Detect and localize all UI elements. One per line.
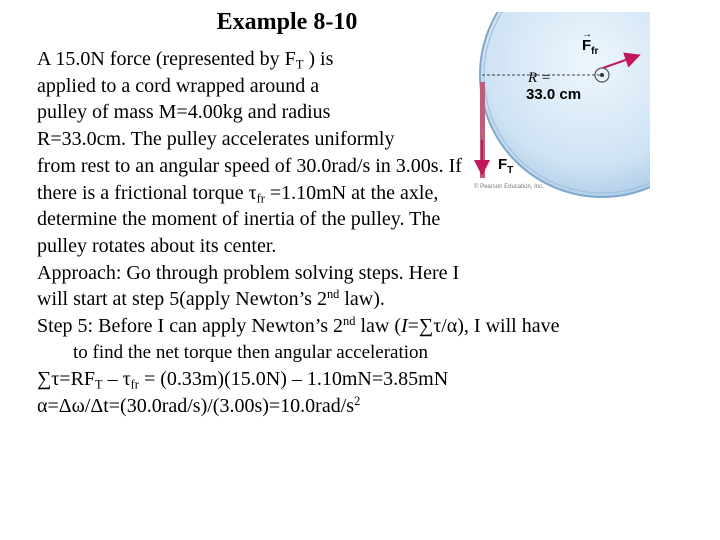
problem-line-8: pulley rotates about its center. <box>37 234 277 257</box>
friction-force-label: $F_{fr}$ <box>582 37 599 57</box>
applied-force-label: $F_T$ <box>498 156 514 176</box>
step5-line-1: Step 5: Before I can apply Newton’s 2nd law (I=∑τ/α), I will have <box>37 314 560 338</box>
problem-line-7: determine the moment of inertia of the pulley. The <box>37 208 441 231</box>
approach-line-1: Approach: Go through problem solving steps. Here I <box>37 261 460 284</box>
problem-line-2: applied to a cord wrapped around a <box>37 74 320 97</box>
radius-value: 33.0 cm <box>526 86 582 103</box>
problem-line-4: R=33.0cm. The pulley accelerates uniformly <box>37 128 395 151</box>
radius-label: R = <box>528 70 552 86</box>
problem-line-5: from rest to an angular speed of 30.0rad/s in 3.00s. If <box>37 154 462 177</box>
torque-equation: $\sum\tau=RF_T - \tau_{fr} = (0.33m)(15.0N) - 1.10mN=3.85mN$ <box>37 368 449 392</box>
problem-line-1: A 15.0N force (represented by $F_T$ ) is <box>37 48 334 72</box>
problem-line-3: pulley of mass M=4.00kg and radius <box>37 101 331 124</box>
step5-line-2: to find the net torque then angular acceleration <box>73 341 429 363</box>
credit-text: © Pearson Education, Inc. <box>474 184 544 190</box>
slide-body <box>37 46 697 420</box>
friction-force-arrow-mark: → <box>582 29 592 40</box>
problem-line-6: there is a frictional torque $\tau_{fr} =1.10mN$ at the axle, <box>37 181 439 205</box>
approach-line-2: will start at step 5(apply Newton’s 2nd law). <box>37 287 385 311</box>
slide-title: Example 8-10 <box>216 9 358 35</box>
angular-acceleration-equation: $\alpha=\Delta\omega/\Delta t=(30.0rad/s)/(3.00s)=10.0rad/s^2$ <box>37 394 361 418</box>
